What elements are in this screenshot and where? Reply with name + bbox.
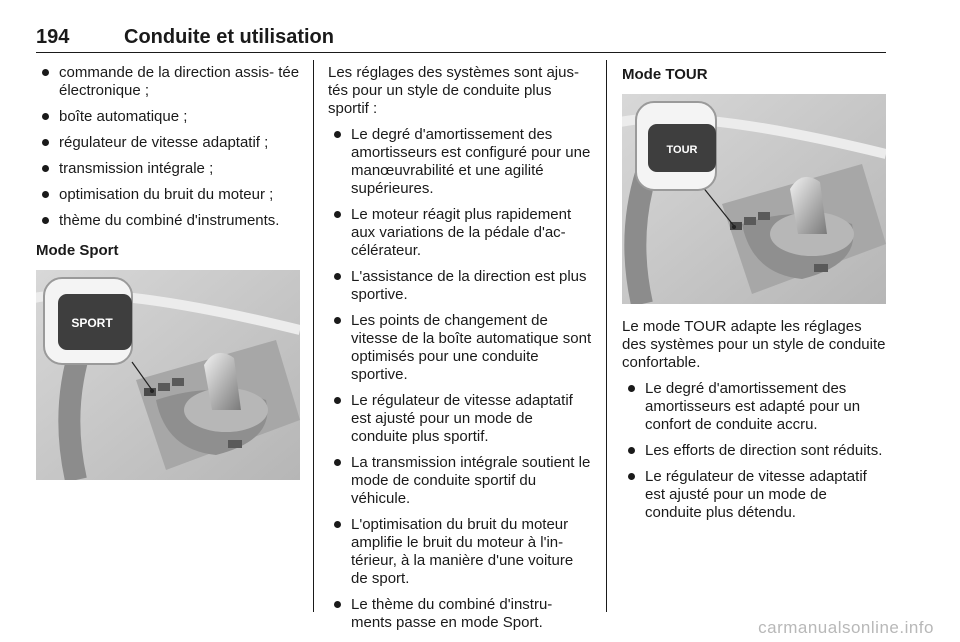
bullet-icon (334, 131, 341, 138)
bullet-icon (334, 397, 341, 404)
bullet-icon (42, 191, 49, 198)
sport-button-label: SPORT (71, 316, 113, 330)
bullet-icon (628, 385, 635, 392)
tour-intro: Le mode TOUR adapte les réglages des systèmes pour un style de conduite confortable. (622, 318, 886, 371)
list-item: boîte automatique ; (36, 108, 300, 126)
sport-intro: Les réglages des systèmes sont ajus- tés pour un style de conduite plus sportif : (328, 64, 579, 117)
list-item: Les points de changement de vitesse de la boîte automatique sont optimisés pour une conduite sportive. (328, 312, 592, 384)
column-left (36, 64, 300, 494)
column-divider (606, 60, 607, 612)
sport-mode-illustration (36, 270, 300, 480)
list-item: Le degré d'amortissement des amortisseurs est configuré pour une manœuvrabilité et une agilité supérieures. (328, 126, 592, 198)
list-item: Le thème du combiné d'instru- ments passe en mode Sport. (328, 596, 592, 632)
sport-effects-list (328, 126, 592, 632)
feature-list (36, 64, 300, 230)
list-item: Le moteur réagit plus rapidement aux variations de la pédale d'ac- célérateur. (328, 206, 592, 260)
bullet-icon (42, 139, 49, 146)
bullet-icon (628, 473, 635, 480)
column-divider (313, 60, 314, 612)
bullet-icon (334, 317, 341, 324)
bullet-icon (334, 601, 341, 608)
bullet-icon (42, 113, 49, 120)
bullet-icon (42, 217, 49, 224)
list-item: thème du combiné d'instruments. (36, 212, 300, 230)
page-title: Conduite et utilisation (124, 26, 334, 48)
list-item: Les efforts de direction sont réduits. (622, 442, 886, 460)
page-number: 194 (36, 26, 70, 48)
list-item: transmission intégrale ; (36, 160, 300, 178)
page-header (36, 26, 886, 53)
bullet-icon (628, 447, 635, 454)
watermark: carmanualsonline.info (758, 618, 934, 637)
list-item: L'optimisation du bruit du moteur amplifie le bruit du moteur à l'in- térieur, à la manière d'une voiture de sport. (328, 516, 592, 588)
list-item: optimisation du bruit du moteur ; (36, 186, 300, 204)
tour-button-label: TOUR (666, 144, 698, 156)
list-item: Le régulateur de vitesse adaptatif est ajusté pour un mode de conduite plus détendu. (622, 468, 886, 522)
tour-mode-heading: Mode TOUR (622, 66, 708, 83)
bullet-icon (334, 273, 341, 280)
list-item: L'assistance de la direction est plus sportive. (328, 268, 592, 304)
bullet-icon (42, 69, 49, 76)
bullet-icon (334, 211, 341, 218)
list-item: régulateur de vitesse adaptatif ; (36, 134, 300, 152)
column-middle (328, 64, 592, 640)
list-item: commande de la direction assis- tée électronique ; (36, 64, 300, 100)
bullet-icon (42, 165, 49, 172)
tour-effects-list (622, 380, 886, 522)
bullet-icon (334, 521, 341, 528)
list-item: Le degré d'amortissement des amortisseurs est adapté pour un confort de conduite accru. (622, 380, 886, 434)
sport-mode-heading: Mode Sport (36, 242, 119, 259)
list-item: Le régulateur de vitesse adaptatif est ajusté pour un mode de conduite plus sportif. (328, 392, 592, 446)
list-item: La transmission intégrale soutient le mode de conduite sportif du véhicule. (328, 454, 592, 508)
column-right (622, 64, 886, 530)
bullet-icon (334, 459, 341, 466)
tour-mode-illustration (622, 94, 886, 304)
